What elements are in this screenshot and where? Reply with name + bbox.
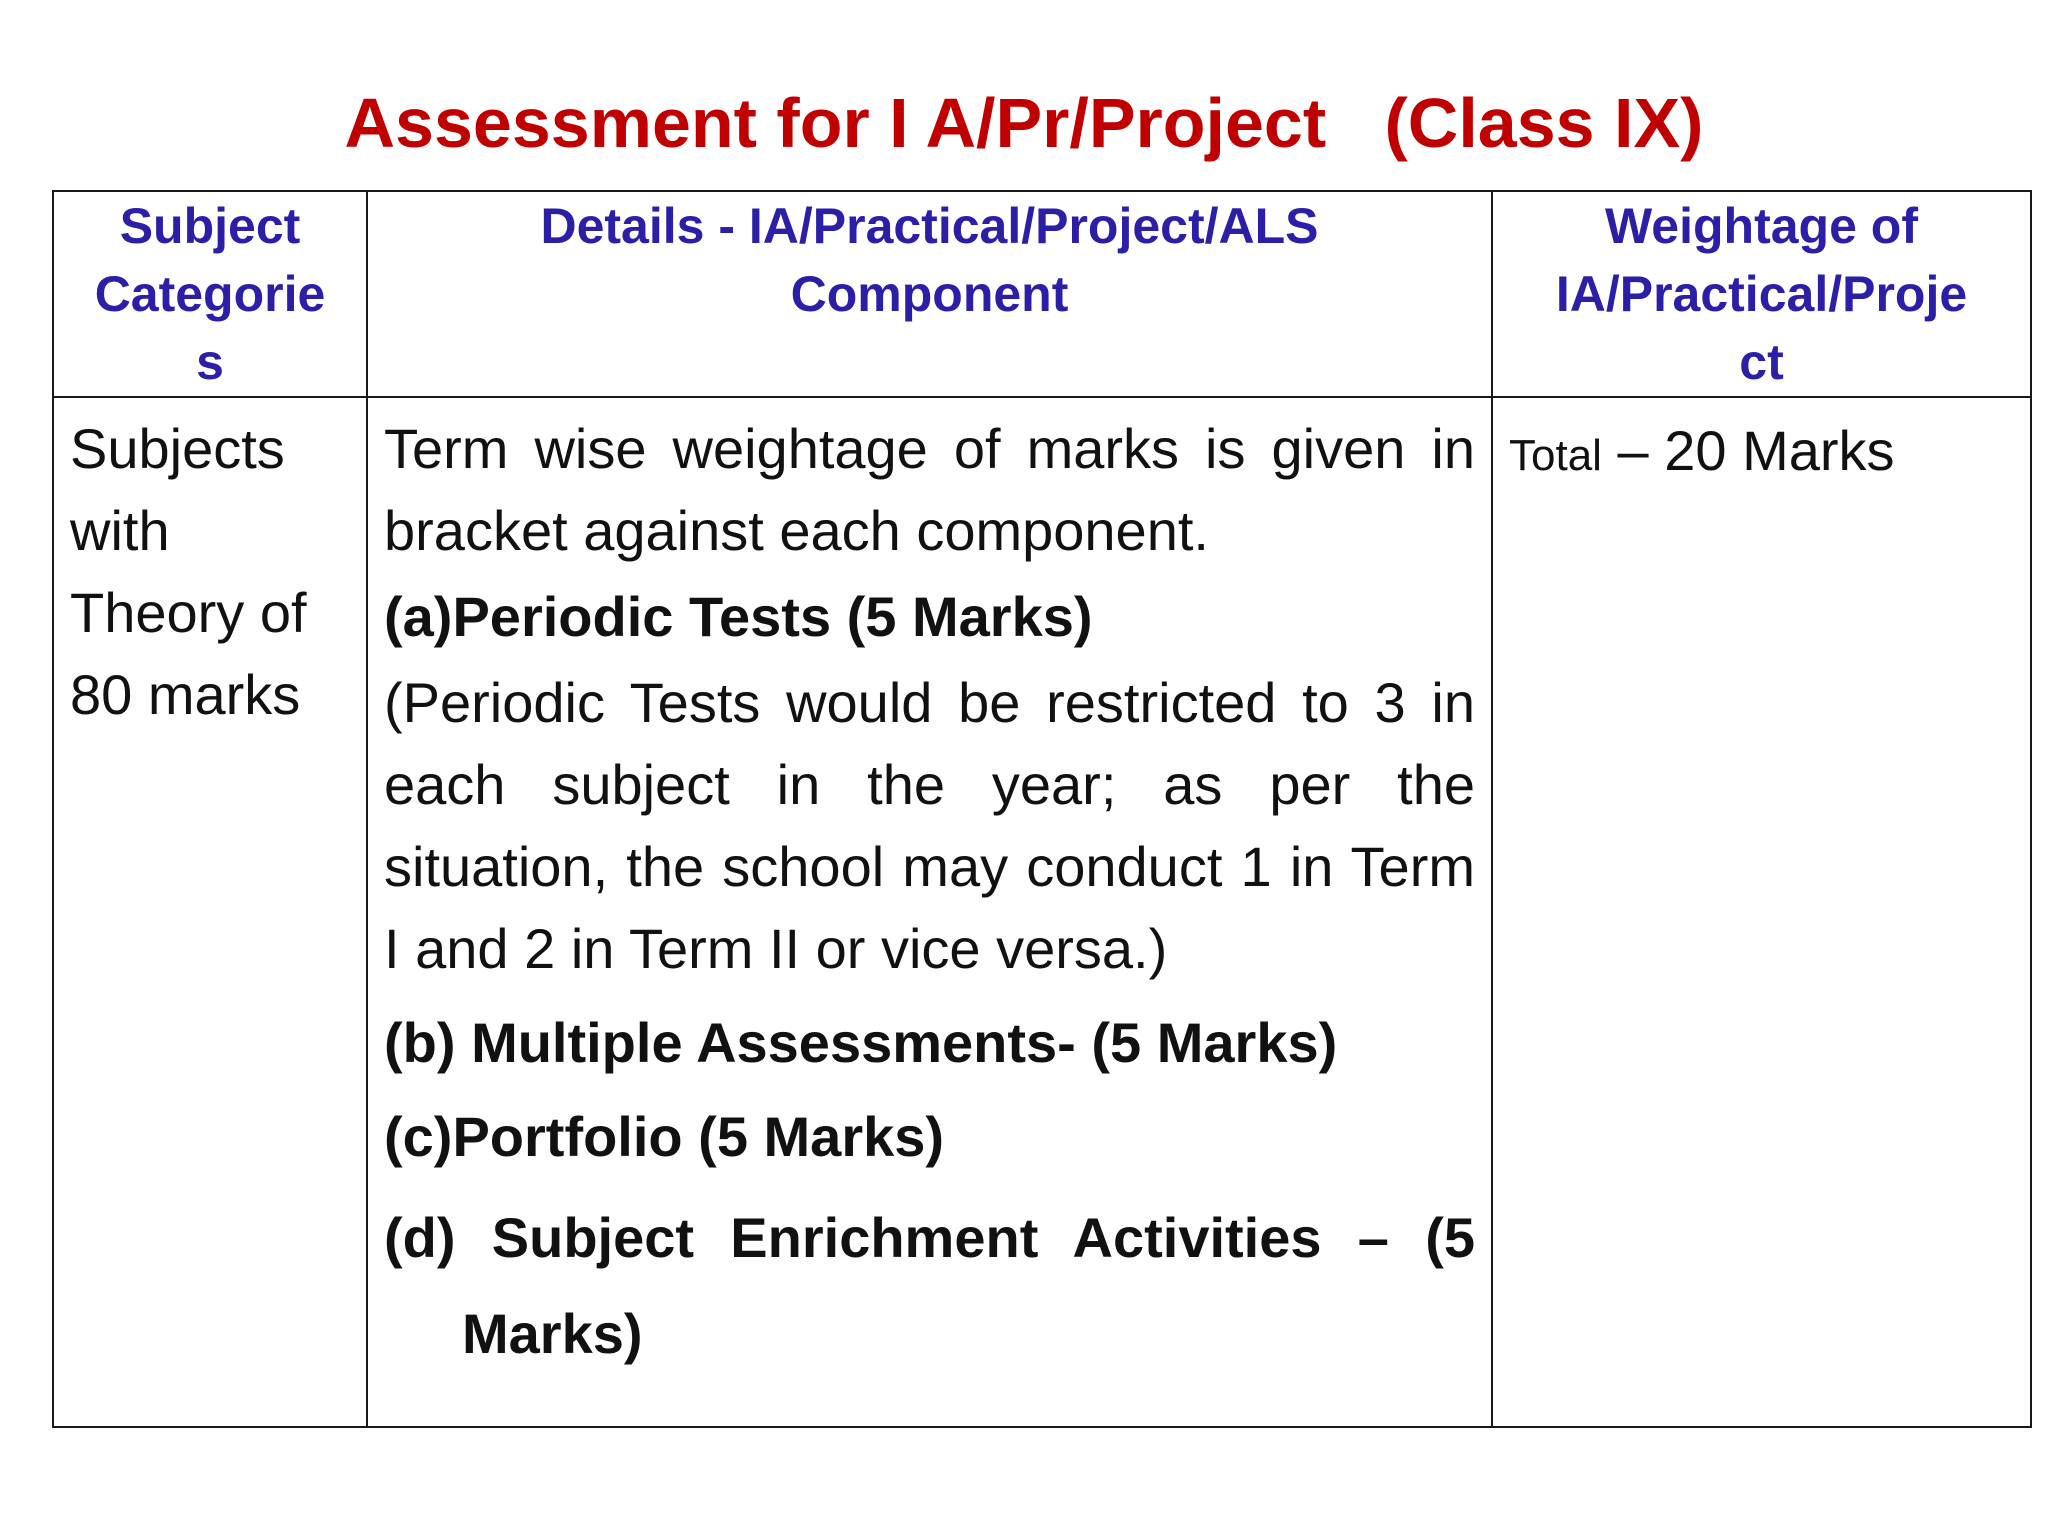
weightage-cell xyxy=(1492,397,2031,1427)
header-col2-line1: Details - IA/Practical/Project/ALS xyxy=(540,198,1319,254)
weightage-total xyxy=(1493,398,2030,497)
category-cell xyxy=(53,397,367,1427)
component-multiple-assessments: (b) Multiple Assessments- (5 Marks) xyxy=(384,1011,1338,1074)
component-portfolio: (c)Portfolio (5 Marks) xyxy=(384,1105,945,1168)
header-col1-line2: Categorie xyxy=(94,266,326,322)
header-col2-line2: Component xyxy=(790,266,1069,322)
weightage-total-value: – 20 Marks xyxy=(1601,419,1895,482)
table-header-row xyxy=(53,191,2031,397)
header-details xyxy=(367,191,1492,397)
table-row xyxy=(53,397,2031,1427)
component-subject-enrichment: (d) Subject Enrichment Activities – (5 Marks) xyxy=(384,1206,1475,1365)
weightage-total-label: Total xyxy=(1509,431,1602,480)
header-col1-line3: s xyxy=(196,334,224,390)
header-col3-line3: ct xyxy=(1739,334,1784,390)
header-col3-line1: Weightage of xyxy=(1605,198,1918,254)
periodic-tests-note: (Periodic Tests would be restricted to 3 in each subject in the year; as per the situation, the school may conduct 1 in Term I and 2 in Term II or vice versa.) xyxy=(384,671,1475,980)
header-col3-line2: IA/Practical/Proje xyxy=(1555,266,1968,322)
header-col1-line1: Subject xyxy=(119,198,301,254)
assessment-table xyxy=(52,190,2032,1428)
component-periodic-tests: (a)Periodic Tests (5 Marks) xyxy=(384,585,1093,648)
details-cell xyxy=(367,397,1492,1427)
header-subject-categories xyxy=(53,191,367,397)
details-intro: Term wise weightage of marks is given in bracket against each component. xyxy=(384,417,1475,562)
header-weightage xyxy=(1492,191,2031,397)
subject-category-text: Subjects with Theory of 80 marks xyxy=(70,417,307,726)
page-title: Assessment for I A/Pr/Project (Class IX) xyxy=(344,84,1704,162)
